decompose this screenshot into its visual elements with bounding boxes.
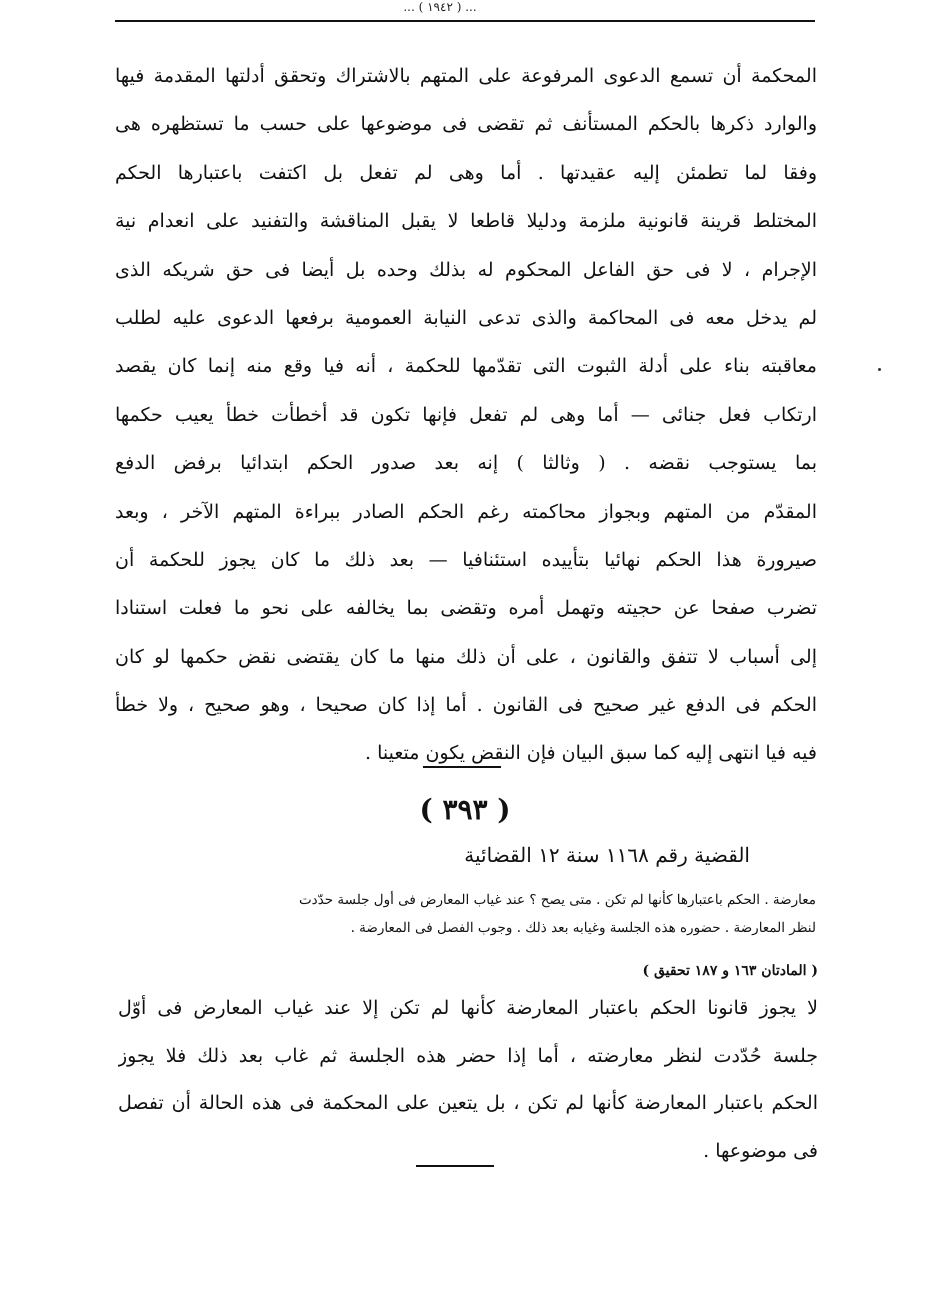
running-header: ... ( ١٩٤٢ ) ... xyxy=(403,0,477,14)
end-divider xyxy=(416,1165,494,1167)
body-line: لم يدخل معه فى المحاكمة والذى تدعى النيابة العمومية برفعها الدعوى عليه لطلب xyxy=(115,306,817,329)
body-line: تضرب صفحا عن حجيته وتهمل أمره وتقضى بما يخالفه على نحو ما فعلت استنادا xyxy=(115,597,817,620)
body-line: وفقا لما تطمئن إليه عقيدتها . أما وهى لم تفعل بل اكتفت باعتبارها الحكم xyxy=(115,161,817,184)
body-line: المقدّم من المتهم وبجواز محاكمته رغم الحكم الصادر ببراءة المتهم الآخر ، وبعد xyxy=(115,500,817,523)
header-rule xyxy=(115,20,815,22)
ruling-line: لا يجوز قانونا الحكم باعتبار المعارضة كأنها لم تكن إلا عند غياب المعارض فى أوّل xyxy=(118,997,818,1019)
body-line: معاقبته بناء على أدلة الثبوت التى تقدّمها للحكمة ، أنه فيا وقع منه إنما كان يقصد xyxy=(115,355,817,378)
ruling-paragraph xyxy=(118,985,818,1175)
case-summary xyxy=(120,886,816,942)
margin-mark xyxy=(878,368,881,371)
summary-line: معارضة . الحكم باعتبارها كأنها لم تكن . متى يصح ؟ عند غياب المعارض فى أول جلسة حدّدت xyxy=(298,892,816,908)
body-paragraph xyxy=(115,52,817,778)
body-line: المحكمة أن تسمع الدعوى المرفوعة على المتهم بالاشتراك وتحقق أدلتها المقدمة فيها xyxy=(115,65,817,87)
ruling-line: جلسة حُدّدت لنظر معارضته ، أما إذا حضر هذه الجلسة ثم غاب بعد ذلك فلا يجوز xyxy=(118,1044,818,1067)
body-line: إلى أسباب لا تتفق والقانون ، على أن ذلك منها ما كان يقتضى نقض حكمها لو كان xyxy=(115,645,817,668)
body-line: صيرورة هذا الحكم نهائيا بتأييده استئنافيا — بعد ذلك ما كان يجوز للحكمة أن xyxy=(115,548,817,571)
body-line: المختلط قرينة قانونية ملزمة ودليلا قاطعا لا يقبل المناقشة والتفنيد على انعدام نية xyxy=(115,210,817,233)
body-line: بما يستوجب نقضه . ( وثالثا ) إنه بعد صدور الحكم ابتدائيا برفض الدفع xyxy=(115,452,817,475)
body-line: الإجرام ، لا فى حق الفاعل المحكوم له بذلك وحده بل أيضا فى حق شريكه الذى xyxy=(115,258,817,281)
ruling-line: فى موضوعها . xyxy=(703,1139,818,1162)
body-line: ارتكاب فعل جنائى — أما وهى لم تفعل فإنها تكون قد أخطأت خطأ يعيب حكمها xyxy=(115,403,817,426)
legal-articles: ( المادتان ١٦٣ و ١٨٧ تحقيق ) xyxy=(642,963,818,979)
body-line: والوارد ذكرها بالحكم المستأنف ثم تقضى فى موضوعها على حسب ما تستظهره هى xyxy=(115,113,817,136)
case-reference: القضية رقم ١١٦٨ سنة ١٢ القضائية xyxy=(464,843,750,867)
body-line: الحكم فى الدفع غير صحيح فى القانون . أما إذا كان صحيحا ، وهو صحيح ، ولا خطأ xyxy=(115,694,817,717)
body-line: فيه فيا انتهى إليه كما سبق البيان فإن النقض يكون متعينا . xyxy=(365,742,817,765)
case-number: ( ٣٩٣ ) xyxy=(419,793,511,826)
summary-line: لنظر المعارضة . حضوره هذه الجلسة وغيابه بعد ذلك . وجوب الفصل فى المعارضة . xyxy=(350,920,816,936)
ruling-line: الحكم باعتبار المعارضة كأنها لم تكن ، بل يتعين على المحكمة فى هذه الحالة أن تفصل xyxy=(118,1092,818,1114)
section-divider xyxy=(423,766,501,768)
